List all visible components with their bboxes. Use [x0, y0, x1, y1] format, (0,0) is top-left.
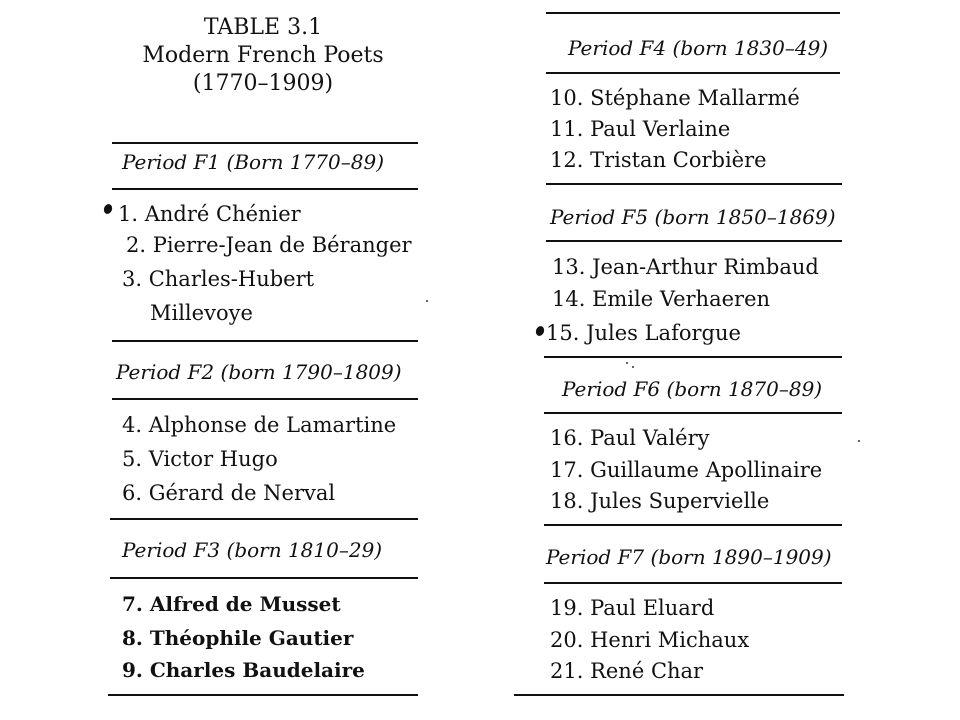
poet-entry: 8. Théophile Gautier: [122, 626, 354, 650]
poet-entry: 21. René Char: [550, 659, 704, 683]
rule: [544, 582, 842, 584]
table-years: (1770–1909): [192, 71, 334, 96]
scan-speck: [626, 362, 628, 364]
scan-speck: [426, 300, 428, 302]
rule: [112, 340, 418, 342]
period-heading-f2: Period F2 (born 1790–1809): [116, 360, 402, 384]
period-heading-f3: Period F3 (born 1810–29): [122, 538, 383, 562]
poet-entry: Millevoye: [150, 301, 253, 325]
bullet-mark: [103, 203, 114, 215]
poet-entry: 16. Paul Valéry: [550, 426, 710, 450]
poet-entry: 18. Jules Supervielle: [550, 489, 770, 513]
poet-entry: 2. Pierre-Jean de Béranger: [126, 233, 412, 257]
rule: [112, 398, 418, 400]
poet-entry: 10. Stéphane Mallarmé: [550, 86, 800, 110]
rule: [514, 694, 844, 696]
poet-entry: 11. Paul Verlaine: [550, 117, 731, 141]
poet-entry: 15. Jules Laforgue: [546, 321, 741, 345]
poet-entry: 20. Henri Michaux: [550, 628, 750, 652]
poet-entry: 7. Alfred de Musset: [122, 592, 341, 616]
table-label: TABLE 3.1: [203, 15, 323, 40]
rule: [544, 412, 842, 414]
poet-entry: 4. Alphonse de Lamartine: [122, 413, 397, 437]
rule: [546, 183, 842, 185]
rule: [110, 577, 418, 579]
scan-speck: [858, 440, 860, 442]
scan-speck: [632, 366, 634, 368]
bullet-mark: [535, 325, 546, 337]
rule: [112, 188, 418, 190]
poet-entry: 3. Charles-Hubert: [122, 267, 315, 291]
poet-entry: 17. Guillaume Apollinaire: [550, 458, 823, 482]
poet-entry: 13. Jean-Arthur Rimbaud: [552, 255, 819, 279]
rule: [544, 524, 842, 526]
rule: [110, 518, 418, 520]
period-heading-f6: Period F6 (born 1870–89): [562, 377, 823, 401]
rule: [108, 694, 418, 696]
poet-entry: 1. André Chénier: [118, 202, 301, 226]
rule: [546, 72, 840, 74]
rule: [546, 240, 842, 242]
poet-entry: 6. Gérard de Nerval: [122, 481, 336, 505]
rule: [112, 142, 418, 144]
poet-entry: 12. Tristan Corbière: [550, 148, 767, 172]
poet-entry: 5. Victor Hugo: [122, 447, 278, 471]
period-heading-f7: Period F7 (born 1890–1909): [546, 545, 832, 569]
rule: [546, 12, 840, 14]
period-heading-f1: Period F1 (Born 1770–89): [122, 150, 385, 174]
period-heading-f4: Period F4 (born 1830–49): [568, 36, 829, 60]
poet-entry: 19. Paul Eluard: [550, 596, 715, 620]
table-title: Modern French Poets: [142, 43, 384, 68]
period-heading-f5: Period F5 (born 1850–1869): [550, 205, 836, 229]
rule: [544, 356, 842, 358]
poet-entry: 9. Charles Baudelaire: [122, 658, 365, 682]
table-title-block: [110, 14, 416, 98]
poet-entry: 14. Emile Verhaeren: [552, 287, 771, 311]
